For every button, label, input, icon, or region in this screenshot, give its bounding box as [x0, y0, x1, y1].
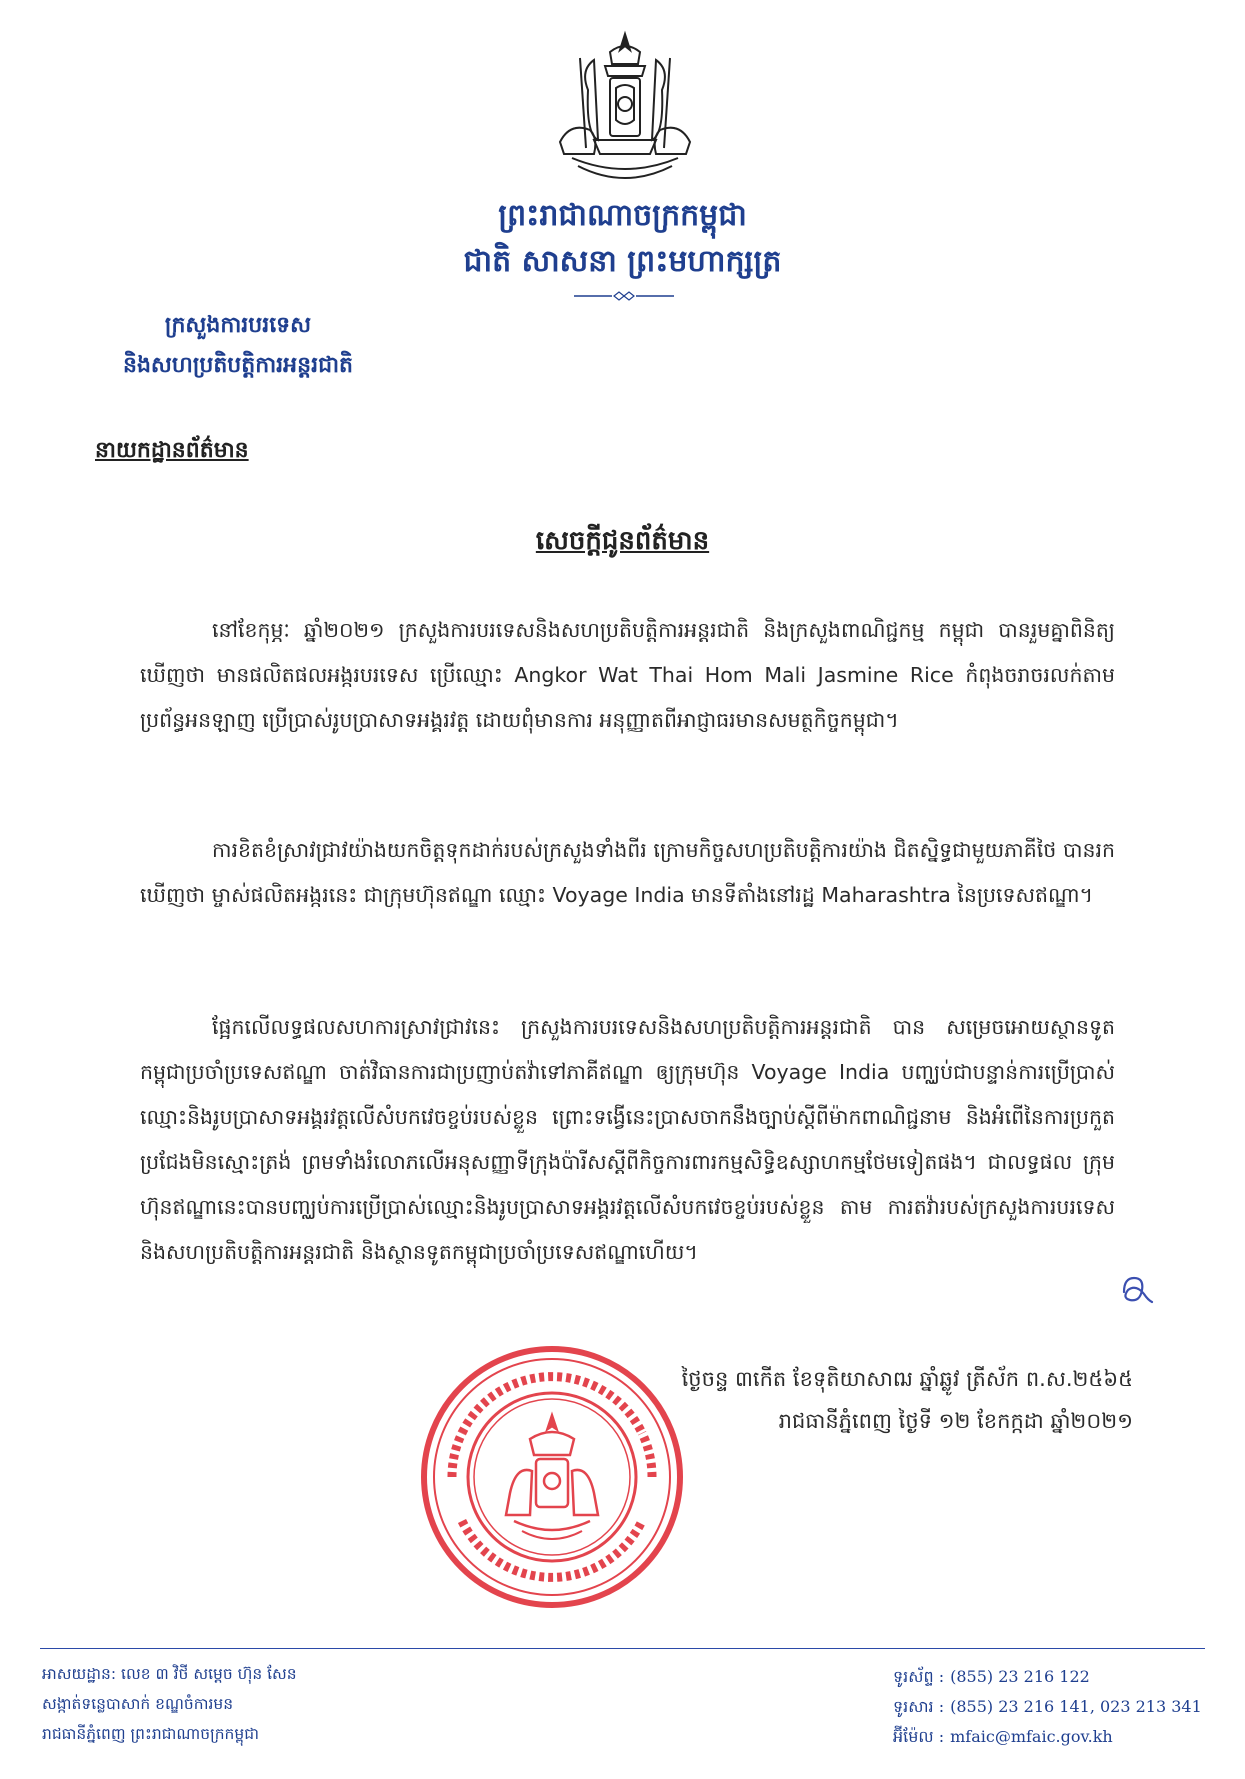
footer-divider [40, 1648, 1205, 1649]
body-paragraph-1: នៅខែកុម្ភៈ ឆ្នាំ២០២១ ក្រសួងការបរទេសនិងសហប្រតិបត្តិការអន្តរជាតិ និងក្រសួងពាណិជ្ជកម្ម កម្ពុជា បានរួមគ្នាពិនិត្យឃើញថា មានផលិតផលអង្ករបរទេស ប្រើឈ្មោះ Angkor Wat Thai Hom Mali Jasmine Rice កំពុងចរាចរលក់តាមប្រព័ន្ធអនឡាញ ប្រើប្រាស់រូបប្រាសាទអង្គរវត្ត ដោយពុំមានការ អនុញ្ញាតពីអាជ្ញាធរមានសមត្ថកិច្ចកម្ពុជា។ [140, 618, 1115, 732]
email-value: mfaic@mfaic.gov.kh [950, 1727, 1113, 1746]
fax-value: (855) 23 216 141, 023 213 341 [950, 1697, 1202, 1716]
phone-label: ទូរស័ព្ទ : [893, 1667, 945, 1686]
fax-label: ទូរសារ : [893, 1697, 945, 1716]
footer-phone [893, 1666, 1090, 1690]
body-paragraph-2: ការខិតខំស្រាវជ្រាវយ៉ាងយកចិត្តទុកដាក់របស់ក្រសួងទាំងពីរ ក្រោមកិច្ចសហប្រតិបត្តិការយ៉ាង ជិតស្និទ្ធជាមួយភាគីថៃ បានរកឃើញថា ម្ចាស់ផលិតអង្ករនេះ ជាក្រុមហ៊ុនឥណ្ឌា ឈ្មោះ Voyage India មានទីតាំងនៅរដ្ឋ Maharashtra នៃប្រទេសឥណ្ឌា។ [140, 838, 1115, 907]
footer-fax [893, 1696, 1202, 1720]
lunar-date: ថ្ងៃចន្ទ ៣កើត ខែទុតិយាសាឍ ឆ្នាំឆ្លូវ ត្រីស័ក ព.ស.២៥៦៥ [681, 1367, 1133, 1391]
national-motto: ជាតិ សាសនា ព្រះមហាក្សត្រ [463, 244, 782, 279]
footer-address-line-2: សង្កាត់ទន្លេបាសាក់ ខណ្ឌចំការមន [42, 1695, 234, 1713]
handwritten-initial-icon [1118, 1272, 1154, 1308]
footer-email [893, 1726, 1113, 1750]
email-label: អ៊ីម៉ែល : [893, 1727, 945, 1746]
department-name: នាយកដ្ឋានព័ត៌មាន [95, 438, 249, 463]
royal-coat-of-arms-icon [550, 30, 700, 198]
phone-value: (855) 23 216 122 [950, 1667, 1090, 1686]
ornament-divider-icon [574, 290, 674, 302]
document-title: សេចក្តីជូនព័ត៌មាន [535, 526, 710, 556]
official-red-seal-icon [418, 1343, 686, 1611]
ministry-name-line-1: ក្រសួងការបរទេស [164, 313, 312, 338]
footer-address-line-3: រាជធានីភ្នំពេញ ព្រះរាជាណាចក្រកម្ពុជា [42, 1725, 259, 1743]
footer-address-line-1: អាសយដ្ឋាន: លេខ ៣ វិថី សម្តេច ហ៊ុន សែន [42, 1665, 297, 1683]
kingdom-heading: ព្រះរាជាណាចក្រកម្ពុជា [498, 198, 747, 233]
solar-date: រាជធានីភ្នំពេញ ថ្ងៃទី ១២ ខែកក្កដា ឆ្នាំ២០២១ [778, 1409, 1133, 1433]
ministry-name-line-2: និងសហប្រតិបត្តិការអន្តរជាតិ [123, 353, 353, 378]
body-paragraph-3: ផ្អែកលើលទ្ធផលសហការស្រាវជ្រាវនេះ ក្រសួងការបរទេសនិងសហប្រតិបត្តិការអន្តរជាតិ បាន សម្រេចអោយស្ថានទូតកម្ពុជាប្រចាំប្រទេសឥណ្ឌា ចាត់វិធានការជាប្រញាប់តវ៉ាទៅភាគីឥណ្ឌា ឲ្យក្រុមហ៊ុន Voyage India បញ្ឈប់ជាបន្ទាន់ការប្រើប្រាស់ឈ្មោះនិងរូបប្រាសាទអង្គរវត្តលើសំបកវេចខ្ចប់របស់ខ្លួន ព្រោះទង្វើនេះប្រាសចាកនឹងច្បាប់ស្តីពីម៉ាកពាណិជ្ជនាម និងអំពើនៃការប្រកួតប្រជែងមិនស្មោះត្រង់ ព្រមទាំងរំលោភលើអនុសញ្ញាទីក្រុងប៉ារីសស្តីពីកិច្ចការពារកម្មសិទ្ធិឧស្សាហកម្មថែមទៀតផង។ ជាលទ្ធផល ក្រុមហ៊ុនឥណ្ឌានេះបានបញ្ឈប់ការប្រើប្រាស់ឈ្មោះនិងរូបប្រាសាទអង្គរវត្តលើសំបកវេចខ្ចប់របស់ខ្លួន តាម ការតវ៉ារបស់ក្រសួងការបរទេសនិងសហប្រតិបត្តិការអន្តរជាតិ និងស្ថានទូតកម្ពុជាប្រចាំប្រទេសឥណ្ឌាហើយ។ [140, 1015, 1115, 1264]
